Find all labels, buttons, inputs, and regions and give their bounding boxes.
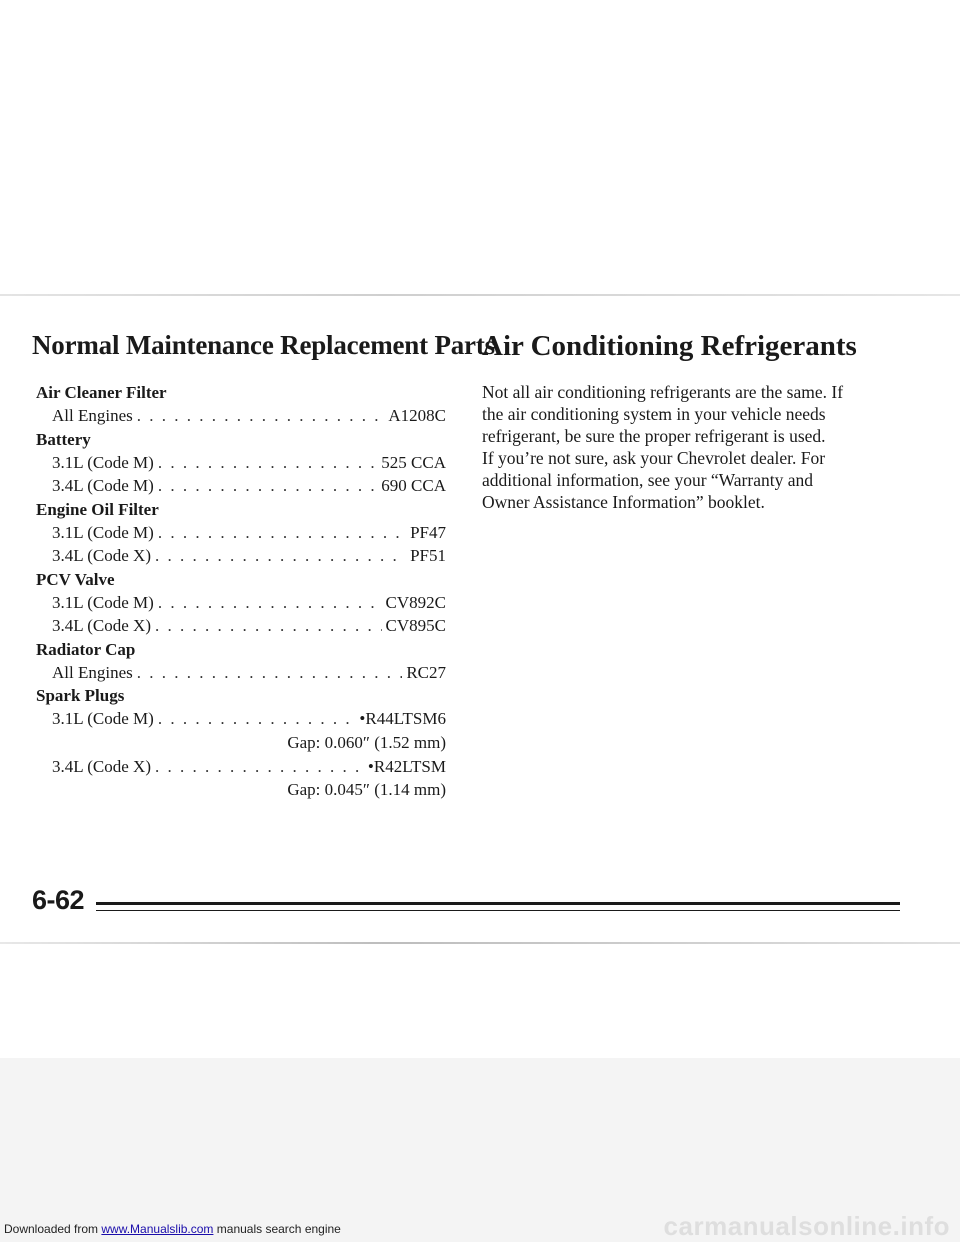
part-number: 690 CCA [381,476,446,495]
part-engine: 3.4L (Code M) [52,476,154,495]
part-engine: 3.4L (Code X) [52,756,151,776]
paragraph-line: Not all air conditioning refrigerants are the same. If [482,382,844,402]
replacement-parts-section [32,330,495,802]
footer-rule [96,910,900,911]
refrigerants-section [482,330,922,513]
paragraph-line: If you’re not sure, ask your Chevrolet dealer. For [482,448,826,468]
part-row [52,707,446,731]
dot-leader [158,591,382,615]
part-engine: 3.4L (Code X) [52,616,151,635]
dot-leader [158,474,377,498]
part-row [52,614,446,638]
category-engine-oil-filter: Engine Oil Filter [36,499,159,519]
dot-leader [137,404,385,428]
part-engine: 3.1L (Code M) [52,709,154,728]
refrigerants-title: Air Conditioning Refrigerants [482,330,857,362]
dot-leader [155,614,382,638]
part-number: CV895C [385,616,446,635]
page-number: 6-62 [32,885,85,915]
paragraph-line: Owner Assistance Information” booklet. [482,492,765,512]
manualslib-link[interactable]: www.Manualslib.com [101,1222,214,1236]
part-row [52,521,446,545]
category-pcv-valve: PCV Valve [36,569,115,589]
spark-plug-gap: Gap: 0.045″ (1.14 mm) [287,780,446,799]
download-note-suffix: manuals search engine [213,1222,341,1236]
watermark: carmanualsonline.info [663,1211,950,1241]
part-engine: 3.4L (Code X) [52,546,151,565]
replacement-parts-title: Normal Maintenance Replacement Parts [32,330,495,360]
refrigerants-paragraph [482,381,922,513]
part-row [52,474,446,498]
part-row [52,591,446,615]
part-number: CV892C [385,592,446,612]
scan-edge-top [0,294,960,296]
dot-leader [155,544,406,568]
paragraph-line: additional information, see your “Warranty and [482,470,813,490]
part-row [52,755,446,779]
dot-leader [155,755,364,779]
paragraph-line: the air conditioning system in your vehicle needs [482,404,826,424]
part-row [52,451,446,475]
dot-leader [137,661,403,685]
paragraph-line: refrigerant, be sure the proper refrigerant is used. [482,426,826,446]
part-row [52,661,446,685]
part-row [52,404,446,428]
part-engine: 3.1L (Code M) [52,522,154,542]
footer-rule [96,902,900,905]
part-number: PF47 [410,522,446,542]
category-spark-plugs: Spark Plugs [36,686,125,705]
part-number: A1208C [388,406,446,425]
part-number: 525 CCA [381,452,446,472]
part-engine: 3.1L (Code M) [52,452,154,472]
scan-edge-bottom [0,942,960,944]
dot-leader [158,451,377,475]
download-note [4,1222,341,1236]
part-engine: All Engines [52,662,133,682]
part-engine: All Engines [52,406,133,425]
part-number: PF51 [410,546,446,565]
dot-leader [158,707,356,731]
part-number: RC27 [406,662,446,682]
part-row [52,544,446,568]
part-number: •R42LTSM [367,756,446,776]
category-radiator-cap: Radiator Cap [36,639,136,659]
category-battery: Battery [36,429,91,449]
part-number: •R44LTSM6 [359,709,446,728]
download-note-prefix: Downloaded from [4,1222,102,1236]
part-engine: 3.1L (Code M) [52,592,154,612]
category-air-cleaner-filter: Air Cleaner Filter [36,383,167,402]
dot-leader [158,521,406,545]
spark-plug-gap: Gap: 0.060″ (1.52 mm) [287,732,446,752]
